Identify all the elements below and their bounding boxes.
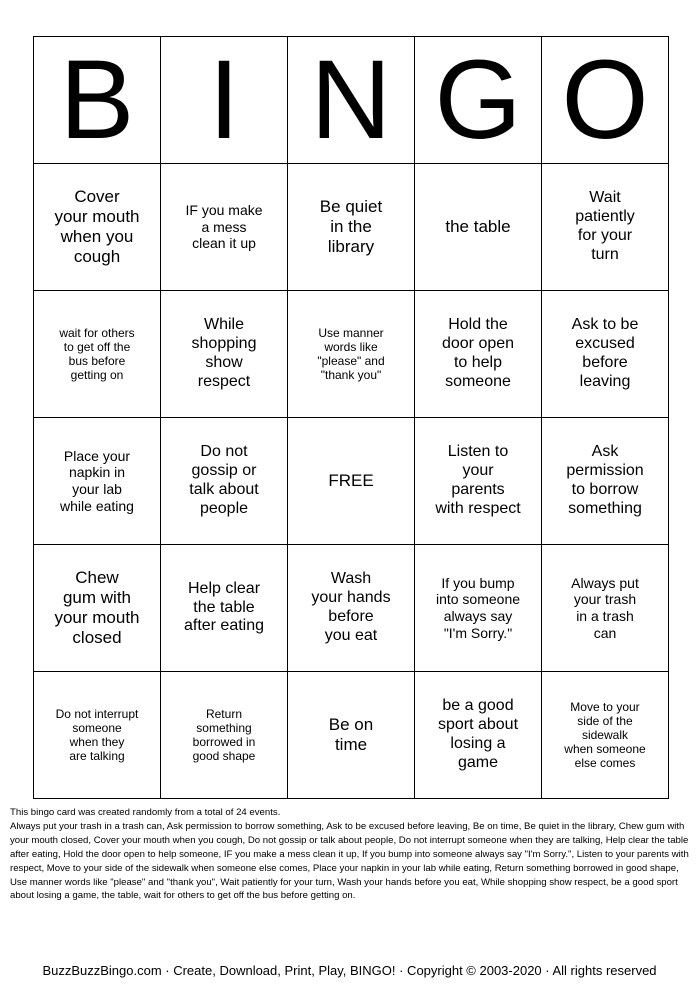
card-notes-summary: This bingo card was created randomly from a total of 24 events.: [10, 807, 281, 818]
cell-text: Chew gum with your mouth closed: [54, 567, 140, 648]
bingo-cell: [542, 291, 669, 418]
bingo-cell: [34, 672, 161, 799]
bingo-cell: [542, 672, 669, 799]
header-letter-i: I: [161, 37, 288, 164]
cell-text: Cover your mouth when you cough: [54, 186, 140, 267]
bingo-row: [34, 545, 669, 672]
header-letter-g: G: [415, 37, 542, 164]
bingo-cell: [288, 164, 415, 291]
cell-text: wait for others to get off the bus before getting on: [59, 325, 135, 383]
header-letter-n: N: [288, 37, 415, 164]
header-letter-o: O: [542, 37, 669, 164]
bingo-row: [34, 672, 669, 799]
bingo-card: [33, 36, 669, 799]
cell-text: Always put your trash in a trash can: [571, 574, 639, 641]
cell-text: Use manner words like "please" and "thank you": [317, 325, 385, 383]
bingo-cell: [542, 545, 669, 672]
card-notes: [10, 806, 690, 903]
bingo-cell: [415, 672, 542, 799]
bingo-cell: [288, 291, 415, 418]
card-notes-event-list: Always put your trash in a trash can, Ask permission to borrow something, Ask to be excused before leaving, Be on time, Be quiet in the library, Chew gum with your mouth closed, Cover your mouth when you cough, Do not gossip or talk about people, Do not interrupt someone when they are talking, Help clear the table after eating, Hold the door open to help someone, IF you make a mess clean it up, If you bump into someone always say "I'm Sorry.", Listen to your parents with respect, Move to your side of the sidewalk when someone else comes, Place your napkin in your lab while eating, Return something borrowed in good shape, Use manner words like "please" and "thank you", Wait patiently for your turn, Wash your hands before you eat, While shopping show respect, be a good sport about losing a game, the table, wait for others to get off the bus before getting on.: [10, 820, 689, 902]
bingo-cell: [415, 164, 542, 291]
bingo-row: [34, 418, 669, 545]
bingo-cell: [415, 418, 542, 545]
cell-text: Move to your side of the sidewalk when someone else comes: [564, 699, 646, 771]
bingo-cell: [542, 418, 669, 545]
cell-text: Ask permission to borrow something: [566, 443, 644, 517]
cell-text: Ask to be excused before leaving: [571, 316, 639, 390]
cell-text: IF you make a mess clean it up: [185, 202, 263, 252]
bingo-cell: [161, 291, 288, 418]
bingo-cell: [288, 672, 415, 799]
bingo-cell: [161, 672, 288, 799]
bingo-row: [34, 164, 669, 291]
cell-text: Do not interrupt someone when they are talking: [55, 706, 139, 764]
cell-text: Wash your hands before you eat: [311, 570, 391, 644]
cell-text: Help clear the table after eating: [183, 579, 265, 635]
bingo-cell: [161, 164, 288, 291]
cell-text: the table: [445, 216, 511, 236]
bingo-cell: [415, 291, 542, 418]
cell-text: Be quiet in the library: [319, 196, 383, 257]
bingo-cell: [34, 164, 161, 291]
cell-text: Listen to your parents with respect: [435, 443, 521, 517]
free-space-cell: [288, 418, 415, 545]
bingo-cell: [34, 545, 161, 672]
cell-text: Hold the door open to help someone: [441, 316, 515, 390]
cell-text: While shopping show respect: [191, 316, 257, 390]
cell-text: Place your napkin in your lab while eating: [60, 447, 134, 514]
cell-text: Return something borrowed in good shape: [192, 706, 256, 764]
cell-text: be a good sport about losing a game: [437, 697, 519, 771]
bingo-cell: [415, 545, 542, 672]
bingo-cell: [542, 164, 669, 291]
bingo-cell: [161, 545, 288, 672]
footer-copyright: BuzzBuzzBingo.com · Create, Download, Print, Play, BINGO! · Copyright © 2003-2020 · All rights reserved: [42, 963, 657, 978]
cell-text: Wait patiently for your turn: [575, 189, 635, 263]
free-space-text: FREE: [328, 470, 374, 490]
bingo-cell: [161, 418, 288, 545]
bingo-cell: [34, 418, 161, 545]
cell-text: If you bump into someone always say "I'm Sorry.": [435, 574, 521, 641]
bingo-cell: [34, 291, 161, 418]
bingo-row: [34, 291, 669, 418]
bingo-header-row: [34, 37, 669, 164]
cell-text: Do not gossip or talk about people: [189, 443, 259, 517]
bingo-cell: [288, 545, 415, 672]
header-letter-b: B: [34, 37, 161, 164]
cell-text: Be on time: [328, 714, 374, 754]
